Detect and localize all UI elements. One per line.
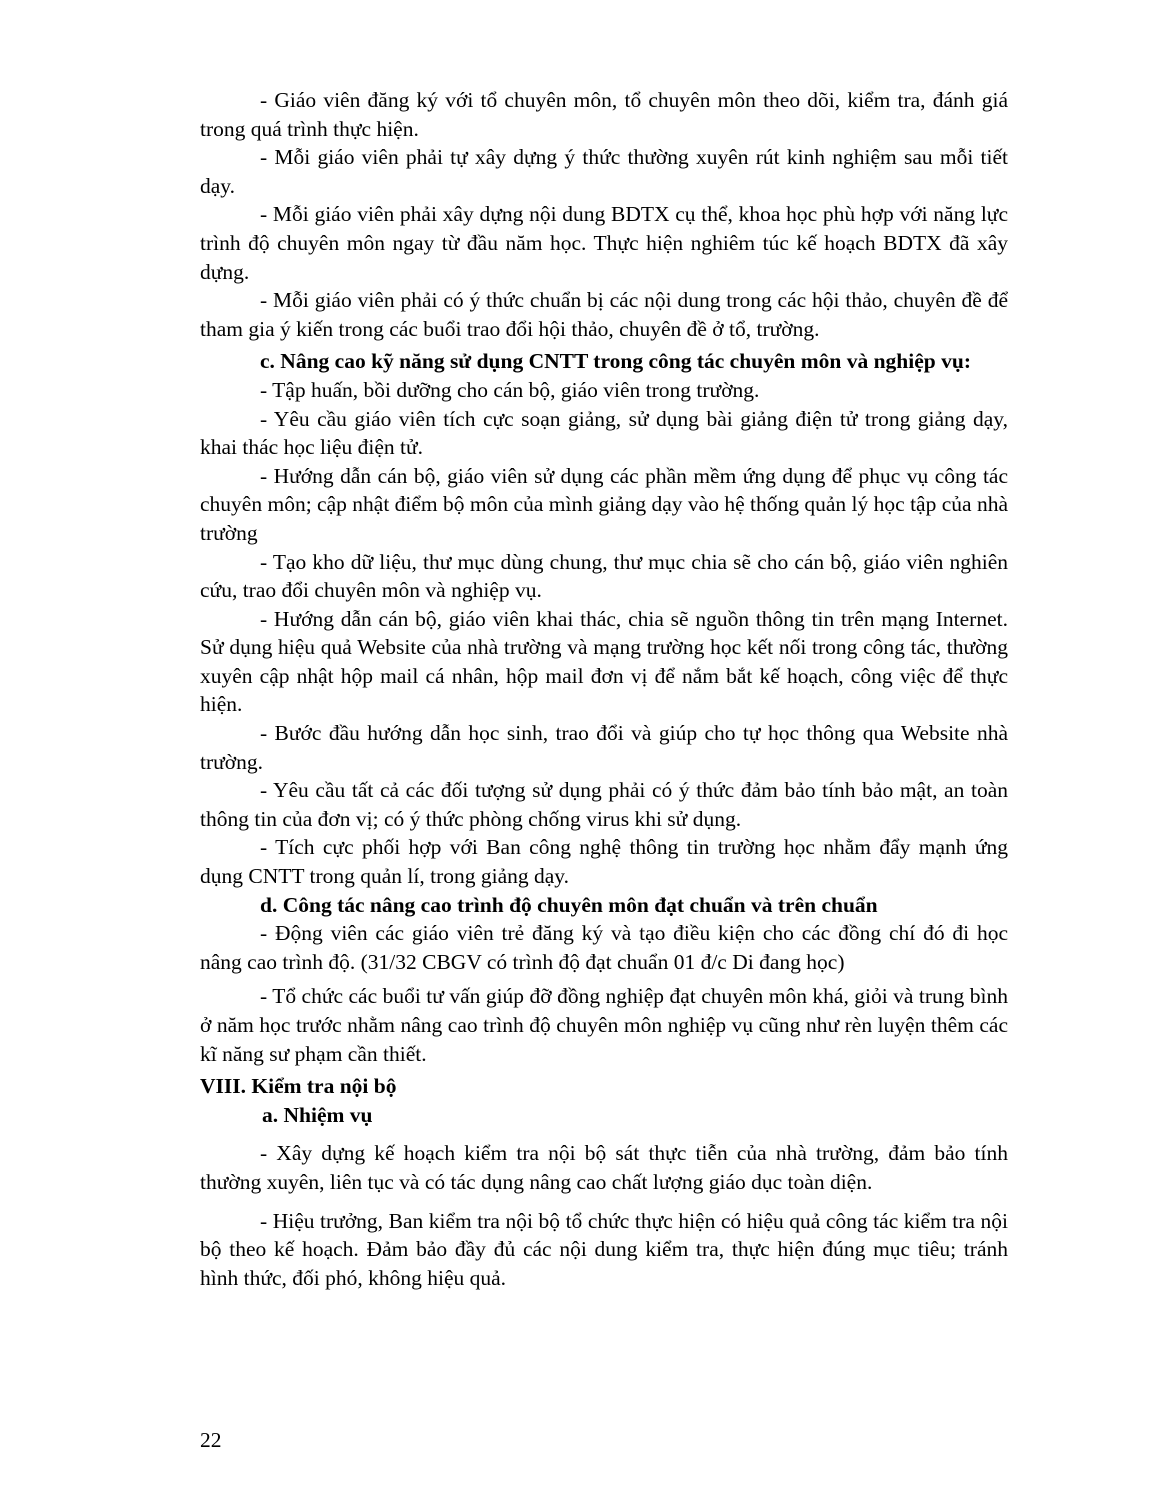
- paragraph-it-coordination: - Tích cực phối hợp với Ban công nghệ thông tin trường học nhằm đẩy mạnh ứng dụng CNTT trong quản lí, trong giảng dạy.: [200, 835, 1008, 889]
- paragraph-young-teachers: - Động viên các giáo viên trẻ đăng ký và tạo điều kiện cho các đồng chí đó đi học nâng cao trình độ. (31/32 CBGV có trình độ đạt chuẩn 01 đ/c Di đang học): [200, 921, 1008, 974]
- paragraph-student-guidance: - Bước đầu hướng dẫn học sinh, trao đổi và giúp cho tự học thông qua Website nhà trường.: [200, 721, 1008, 774]
- paragraph-security: - Yêu cầu tất cả các đối tượng sử dụng phải có ý thức đảm bảo tính bảo mật, an toàn thông tin của đơn vị; có ý thức phòng chống virus khi sử dụng.: [200, 778, 1008, 831]
- page-number: 22: [200, 1428, 222, 1452]
- paragraph-teacher-registration: - Giáo viên đăng ký với tổ chuyên môn, tổ chuyên môn theo dõi, kiểm tra, đánh giá trong quá trình thực hiện.: [200, 88, 1008, 141]
- paragraph-e-lectures: - Yêu cầu giáo viên tích cực soạn giảng, sử dụng bài giảng điện tử trong giảng dạy, khai thác học liệu điện tử.: [200, 406, 1008, 460]
- section-heading-c: c. Nâng cao kỹ năng sử dụng CNTT trong công tác chuyên môn và nghiệp vụ:: [260, 349, 971, 374]
- paragraph-software-guidance: - Hướng dẫn cán bộ, giáo viên sử dụng các phần mềm ứng dụng để phục vụ công tác chuyên môn; cập nhật điểm bộ môn của mình giảng dạy vào hệ thống quản lý học tập của nhà trường: [200, 463, 1008, 545]
- paragraph-self-awareness: - Mỗi giáo viên phải tự xây dựng ý thức thường xuyên rút kinh nghiệm sau mỗi tiết dạy.: [200, 145, 1008, 198]
- paragraph-data-storage: - Tạo kho dữ liệu, thư mục dùng chung, thư mục chia sẽ cho cán bộ, giáo viên nghiên cứu, trao đổi chuyên môn và nghiệp vụ.: [200, 549, 1008, 603]
- paragraph-consulting: - Tổ chức các buổi tư vấn giúp đỡ đồng nghiệp đạt chuyên môn khá, giỏi và trung bình ở năm học trước nhằm nâng cao trình độ chuyên môn nghiệp vụ cũng như rèn luyện thêm các kĩ năng sư phạm cần thiết.: [200, 984, 1008, 1066]
- paragraph-internet-usage: - Hướng dẫn cán bộ, giáo viên khai thác, chia sẽ nguồn thông tin trên mạng Internet. Sử dụng hiệu quả Website của nhà trường và mạng trường học kết nối trong công tác, thường xuyên cập nhật hộp mail cá nhân, hộp mail đơn vị để nắm bắt kế hoạch, công việc để thực hiện.: [200, 606, 1008, 717]
- paragraph-internal-inspection-plan: - Xây dựng kế hoạch kiểm tra nội bộ sát thực tiễn của nhà trường, đảm bảo tính thường xuyên, liên tục và có tác dụng nâng cao chất lượng giáo dục toàn diện.: [200, 1141, 1008, 1194]
- subsection-heading-a: a. Nhiệm vụ: [262, 1102, 373, 1127]
- section-heading-d: d. Công tác nâng cao trình độ chuyên môn đạt chuẩn và trên chuẩn: [260, 892, 878, 917]
- paragraph-principal-inspection: - Hiệu trưởng, Ban kiểm tra nội bộ tổ chức thực hiện có hiệu quả công tác kiểm tra nội bộ theo kế hoạch. Đảm bảo đầy đủ các nội dung kiểm tra, thực hiện đúng mục tiêu; tránh hình thức, đối phó, không hiệu quả.: [200, 1208, 1008, 1290]
- paragraph-workshop-prep: - Mỗi giáo viên phải có ý thức chuẩn bị các nội dung trong các hội thảo, chuyên đề để tham gia ý kiến trong các buổi trao đổi hội thảo, chuyên đề ở tổ, trường.: [200, 288, 1008, 341]
- paragraph-training: - Tập huấn, bồi dưỡng cho cán bộ, giáo viên trong trường.: [260, 377, 760, 402]
- section-heading-viii: VIII. Kiểm tra nội bộ: [200, 1074, 397, 1099]
- paragraph-bdtx-content: - Mỗi giáo viên phải xây dựng nội dung BDTX cụ thể, khoa học phù hợp với năng lực trình độ chuyên môn ngay từ đầu năm học. Thực hiện nghiêm túc kế hoạch BDTX đã xây dựng.: [200, 202, 1008, 284]
- page-content: [200, 86, 1008, 1292]
